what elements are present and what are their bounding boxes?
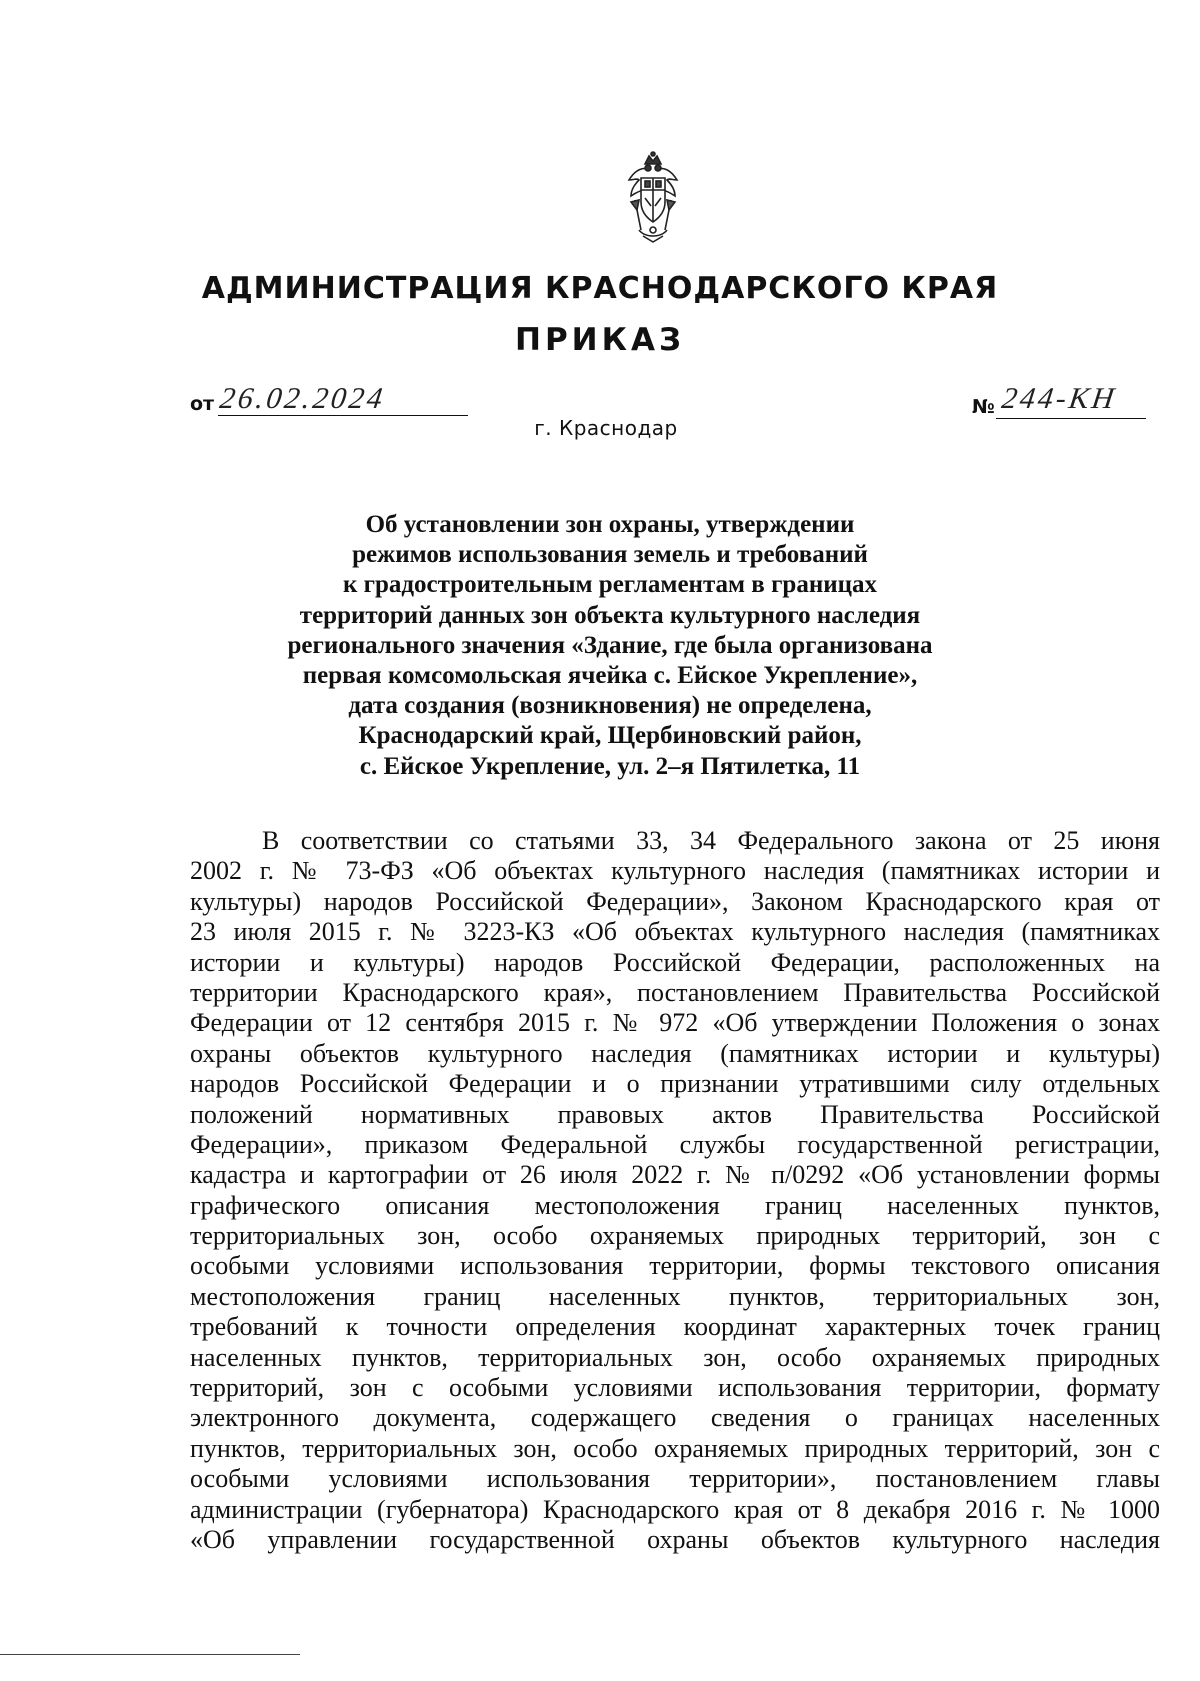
body-line: охраны объектов культурного наследия (памятниках истории и культуры) xyxy=(190,1038,1160,1068)
body-line: местоположения границ населенных пунктов, территориальных зон, xyxy=(190,1281,1160,1311)
body-line: территории Краснодарского края», постановлением Правительства Российской xyxy=(190,977,1160,1007)
body-line: положений нормативных правовых актов Правительства Российской xyxy=(190,1099,1160,1129)
number-label: № xyxy=(972,396,995,418)
body-line: требований к точности определения координат характерных точек границ xyxy=(190,1312,1160,1342)
body-line: В соответствии со статьями 33, 34 Федерального закона от 25 июня xyxy=(262,826,1160,855)
body-line: особыми условиями использования территории», постановлением главы xyxy=(190,1464,1160,1494)
handwritten-number: 244-КН xyxy=(999,382,1119,415)
date-label: от xyxy=(190,393,215,415)
subject-line: с. Ейское Укрепление, ул. 2–я Пятилетка, 11 xyxy=(359,752,861,780)
body-line: «Об управлении государственной охраны объектов культурного наследия xyxy=(190,1524,1160,1554)
body-line: территорий, зон с особыми условиями использования территории, формату xyxy=(190,1373,1160,1403)
coat-of-arms-icon xyxy=(621,150,685,246)
subject-line: первая комсомольская ячейка с. Ейское Укрепление», xyxy=(302,662,918,690)
body-line: графического описания местоположения границ населенных пунктов, xyxy=(190,1190,1160,1220)
body-line: населенных пунктов, территориальных зон, особо охраняемых природных xyxy=(190,1342,1160,1372)
body-line: администрации (губернатора) Краснодарского края от 8 декабря 2016 г. № 1000 xyxy=(190,1494,1160,1524)
document-type-title: ПРИКАЗ xyxy=(515,322,685,358)
body-line: истории и культуры) народов Российской Федерации, расположенных на xyxy=(190,947,1160,977)
body-line: территориальных зон, особо охраняемых природных территорий, зон с xyxy=(190,1221,1160,1251)
subject-line: дата создания (возникновения) не определена, xyxy=(348,692,872,720)
subject-line: территорий данных зон объекта культурного наследия xyxy=(299,601,921,629)
subject-line: Краснодарский край, Щербиновский район, xyxy=(358,722,862,750)
subject-line: регионального значения «Здание, где была организована xyxy=(287,631,933,659)
body-line: пунктов, территориальных зон, особо охраняемых природных территорий, зон с xyxy=(190,1433,1160,1463)
body-line: Федерации от 12 сентября 2015 г. № 972 «Об утверждении Положения о зонах xyxy=(190,1008,1160,1038)
body-line: кадастра и картографии от 26 июля 2022 г. № п/0292 «Об установлении формы xyxy=(190,1160,1160,1190)
body-line: электронного документа, содержащего сведения о границах населенных xyxy=(190,1403,1160,1433)
handwritten-date: 26.02.2024 xyxy=(217,382,388,415)
order-subject xyxy=(250,510,970,782)
subject-line: режимов использования земель и требований xyxy=(352,541,868,569)
body-line: 2002 г. № 73-ФЗ «Об объектах культурного наследия (памятниках истории и xyxy=(190,856,1160,886)
body-line: народов Российской Федерации и о признании утратившими силу отдельных xyxy=(190,1069,1160,1099)
subject-line: к градостроительным регламентам в границах xyxy=(342,571,878,599)
order-body-paragraph xyxy=(190,826,1160,1555)
subject-line: Об установлении зон охраны, утверждении xyxy=(365,511,855,538)
body-line: особыми условиями использования территории, формы текстового описания xyxy=(190,1251,1160,1281)
organization-title: АДМИНИСТРАЦИЯ КРАСНОДАРСКОГО КРАЯ xyxy=(201,271,999,306)
body-line: Федерации», приказом Федеральной службы государственной регистрации, xyxy=(190,1129,1160,1159)
city-line: г. Краснодар xyxy=(534,416,678,440)
body-line: культуры) народов Российской Федерации», Законом Краснодарского края от xyxy=(190,886,1160,916)
footer-rule xyxy=(0,1654,300,1655)
body-line: 23 июля 2015 г. № 3223-КЗ «Об объектах культурного наследия (памятниках xyxy=(190,917,1160,947)
